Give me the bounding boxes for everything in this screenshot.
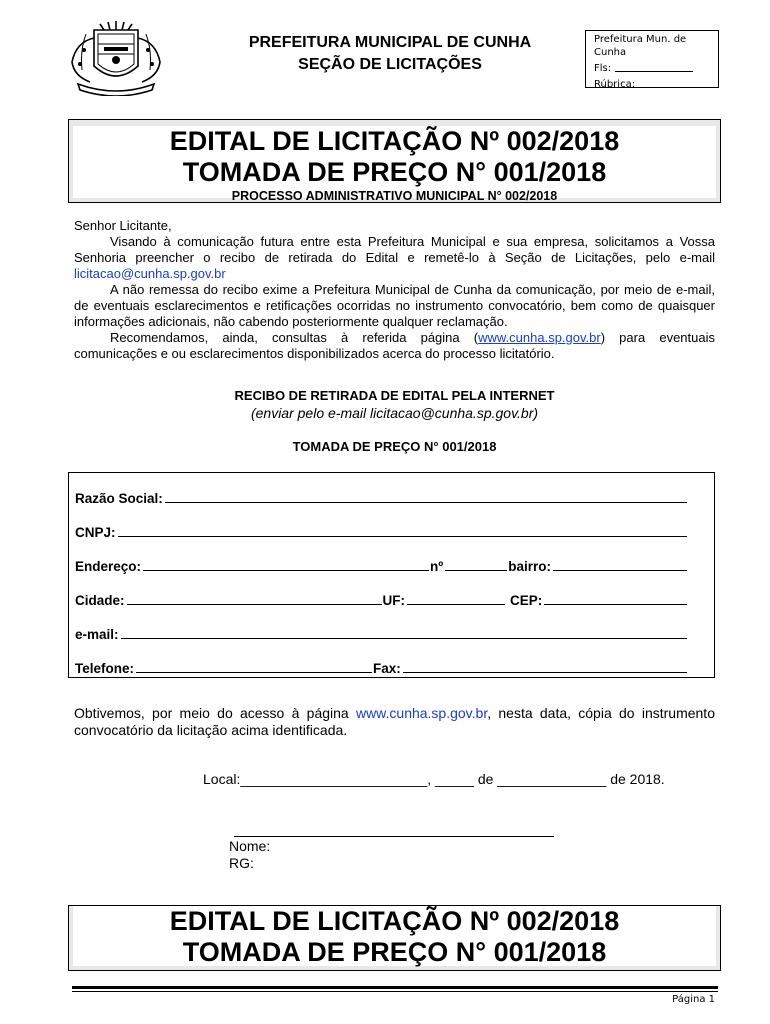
receipt-form <box>68 472 715 678</box>
cidade-label: Cidade: <box>75 593 125 608</box>
edital-title: EDITAL DE LICITAÇÃO Nº 002/2018 <box>169 126 620 156</box>
cnpj-row[interactable] <box>75 525 688 540</box>
month-field[interactable]: ______________ <box>497 771 607 787</box>
cnpj-label: CNPJ: <box>75 525 116 540</box>
title-box <box>68 119 721 203</box>
protocol-stamp-box <box>585 30 719 88</box>
signature-nome: Nome: <box>229 838 271 854</box>
uf-label: UF: <box>382 593 406 608</box>
razao-social-label: Razão Social: <box>75 491 163 506</box>
paragraph-2: A não remessa do recibo exime a Prefeitura Municipal de Cunha da comunicação, por meio de e-mail, de eventuais esclarecimentos e retificações ocorridas no instrumento convocatório, bem como de quaisquer informações adicionais, não cabendo posteriormente qualquer reclamação. <box>74 282 715 329</box>
footer-title-box <box>68 905 721 971</box>
statement-b: , nesta data, cópia do instrumento convocatório da licitação acima identificada. <box>74 705 715 738</box>
section-name: SEÇÃO DE LICITAÇÕES <box>298 56 482 73</box>
processo-subtitle: PROCESSO ADMINISTRATIVO MUNICIPAL N° 002/2018 <box>231 189 558 203</box>
year-text: de 2018. <box>610 771 665 787</box>
email-link[interactable]: licitacao@cunha.sp.gov.br <box>74 266 226 281</box>
signature-rg: RG: <box>229 855 254 871</box>
footer-rule-thin <box>72 991 718 992</box>
endereco-row[interactable] <box>75 559 688 574</box>
numero-label: nº <box>430 559 444 574</box>
email-row[interactable] <box>75 627 688 642</box>
dateline <box>203 771 665 787</box>
stamp-rubrica: Rúbrica: <box>594 79 636 88</box>
paragraph-3b: ) para eventuais comunicações e ou esclarecimentos disponibilizados acerca do processo licitatório. <box>74 330 715 361</box>
telefone-row[interactable] <box>75 661 688 676</box>
website-link[interactable]: www.cunha.sp.gov.br <box>478 330 601 345</box>
greeting: Senhor Licitante, <box>74 218 172 233</box>
tomada-title: TOMADA DE PREÇO N° 001/2018 <box>182 157 607 187</box>
statement <box>74 705 715 739</box>
receipt-heading: RECIBO DE RETIRADA DE EDITAL PELA INTERNET <box>234 388 555 403</box>
footer-rule <box>72 986 718 989</box>
prefeitura-name: PREFEITURA MUNICIPAL DE CUNHA <box>248 34 532 51</box>
page-number: Página 1 <box>672 994 715 1005</box>
cidade-row[interactable] <box>75 593 688 608</box>
email-label: e-mail: <box>75 627 119 642</box>
razao-social-row[interactable] <box>75 491 688 506</box>
stamp-line2: Cunha <box>594 47 627 58</box>
cep-label: CEP: <box>510 593 543 608</box>
paragraph-3a: Recomendamos, ainda, consultas à referida página ( <box>110 330 479 345</box>
footer-edital-title: EDITAL DE LICITAÇÃO Nº 002/2018 <box>169 906 620 936</box>
statement-link[interactable]: www.cunha.sp.gov.br <box>355 705 488 721</box>
paragraph-1: Visando à comunicação futura entre esta Prefeitura Municipal e sua empresa, solicitamos a Vossa Senhoria preencher o recibo de retirada do Edital e remetê-lo à Seção de Licitações, pelo e-mail <box>74 234 715 265</box>
bairro-label: bairro: <box>508 559 551 574</box>
day-field[interactable]: , _____ de <box>427 771 494 787</box>
endereco-label: Endereço: <box>75 559 142 574</box>
receipt-subheading: (enviar pelo e-mail licitacao@cunha.sp.gov.br) <box>250 405 539 421</box>
stamp-line1: Prefeitura Mun. de <box>594 34 687 45</box>
municipal-crest-logo <box>64 20 168 96</box>
telefone-label: Telefone: <box>75 661 135 676</box>
statement-a: Obtivemos, por meio do acesso à página <box>74 705 356 721</box>
local-field[interactable]: Local:________________________ <box>203 771 428 787</box>
signature-line <box>234 836 554 837</box>
letter-body <box>74 218 715 362</box>
footer-tomada-title: TOMADA DE PREÇO N° 001/2018 <box>182 937 607 967</box>
fax-label: Fax: <box>373 661 401 676</box>
receipt-tomada: TOMADA DE PREÇO N° 001/2018 <box>292 439 497 454</box>
stamp-fls: Fls: <box>594 63 612 74</box>
